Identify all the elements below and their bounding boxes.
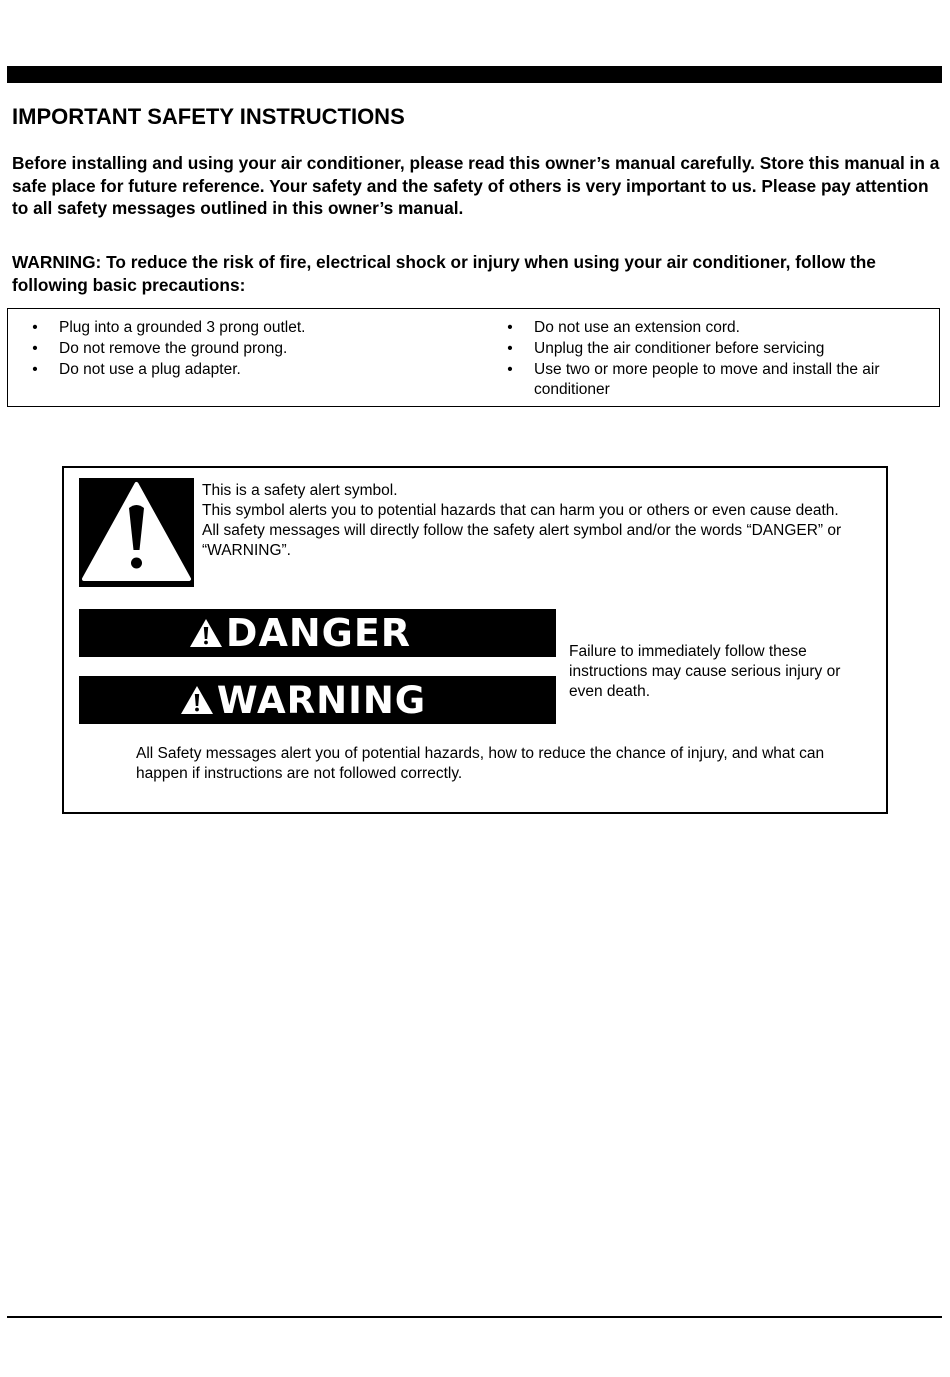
precaution-text: Unplug the air conditioner before servicing: [534, 339, 825, 357]
list-item: [30, 339, 480, 360]
bullet: •: [32, 319, 38, 336]
footer-divider: [7, 1316, 942, 1318]
list-item: [30, 360, 480, 381]
precautions-left-list: [30, 318, 480, 380]
precaution-text: Do not use an extension cord.: [534, 319, 740, 336]
warning-banner: [79, 676, 556, 724]
failure-description: Failure to immediately follow these instructions may cause serious injury or even death.: [569, 643, 841, 700]
intro-paragraph: Before installing and using your air conditioner, please read this owner’s manual carefully. Store this manual in a safe place for future reference. Your safety and the safety of others is very important to us. Please pay attention to all safety messages outlined in this owner’s manual.: [12, 153, 940, 218]
alert-line: This symbol alerts you to potential hazards that can harm you or others or even cause death.: [202, 502, 839, 519]
precautions-box: [7, 308, 940, 407]
warning-paragraph: WARNING: To reduce the risk of fire, electrical shock or injury when using your air conditioner, follow the following basic precautions:: [12, 252, 876, 295]
safety-messages-description: All Safety messages alert you of potential hazards, how to reduce the chance of injury, and what can happen if instructions are not followed correctly.: [136, 745, 825, 782]
precaution-text: Plug into a grounded 3 prong outlet.: [59, 319, 306, 336]
bullet: •: [507, 319, 513, 336]
bullet: •: [32, 339, 38, 357]
warning-label: WARNING: [216, 678, 427, 722]
warning-triangle-icon: [188, 617, 224, 649]
bullet: •: [507, 339, 513, 357]
precautions-right-list: [505, 318, 935, 401]
list-item: [505, 360, 935, 402]
list-item: [505, 318, 935, 339]
precaution-text: Do not remove the ground prong.: [59, 339, 288, 357]
alert-line: This is a safety alert symbol.: [202, 482, 398, 499]
safety-symbol-box: [62, 466, 888, 814]
safety-symbol-description: [202, 481, 872, 561]
warning-triangle-icon: [79, 478, 194, 587]
precaution-text: Do not use a plug adapter.: [59, 360, 241, 378]
bullet: •: [507, 360, 513, 378]
warning-triangle-icon: [179, 684, 215, 716]
list-item: [505, 339, 935, 360]
page-title: IMPORTANT SAFETY INSTRUCTIONS: [12, 104, 405, 129]
bullet: •: [32, 360, 38, 378]
header-bar: [7, 66, 942, 83]
list-item: [30, 318, 480, 339]
precaution-text: Use two or more people to move and install the air conditioner: [534, 360, 880, 399]
danger-banner: [79, 609, 556, 657]
alert-line: All safety messages will directly follow the safety alert symbol and/or the words “DANGER” or “WARNING”.: [202, 522, 842, 559]
danger-label: DANGER: [225, 611, 412, 655]
